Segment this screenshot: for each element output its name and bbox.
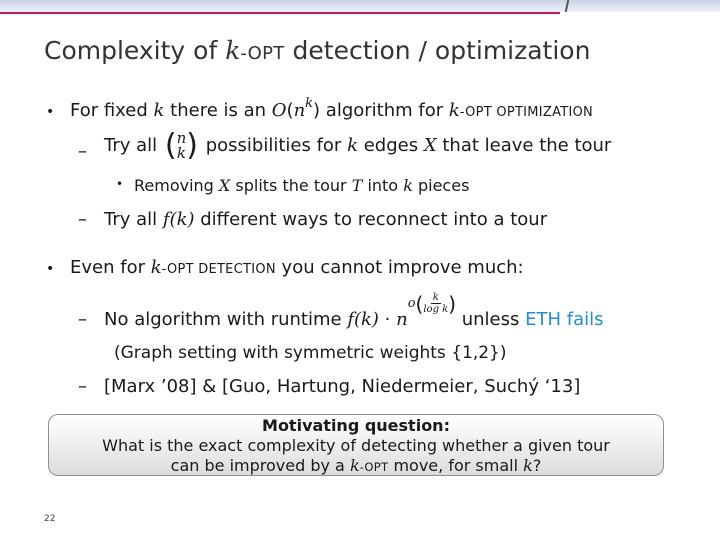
bullet-detection: Even for k-OPT DETECTION you cannot improve much:	[70, 257, 524, 278]
dash-marker: –	[78, 209, 87, 230]
subsub-removing-x: Removing X splits the tour T into k pieces	[134, 176, 470, 195]
callout-heading: Motivating question:	[262, 416, 450, 435]
header-accent-line	[0, 12, 560, 14]
dash-marker: –	[78, 309, 87, 330]
dash-marker: –	[78, 141, 87, 162]
header-band	[0, 0, 720, 12]
callout-line-3: can be improved by a k-OPT move, for small k?	[170, 456, 542, 475]
callout-line-2: What is the exact complexity of detecting whether a given tour	[102, 436, 610, 455]
page-number: 22	[44, 514, 56, 524]
slide-title: Complexity of k-OPT detection / optimization	[44, 36, 591, 65]
sub-references: [Marx ’08] & [Guo, Hartung, Niedermeier, Suchý ‘13]	[104, 376, 581, 397]
sub-try-all-binomial: Try all ( n k ) possibilities for k edges X that leave the tour	[104, 128, 612, 163]
sub-try-all-reconnect: Try all f(k) different ways to reconnect into a tour	[104, 209, 548, 230]
bullet-marker: •	[46, 104, 55, 120]
bullet-optimization: For fixed k there is an $O(n^k)$ algorithm for k-OPT OPTIMIZATION	[70, 96, 594, 121]
graph-setting-note: (Graph setting with symmetric weights {1,2})	[114, 343, 507, 363]
sub-lower-bound: No algorithm with runtime f(k) · n o ( $\frac{k}{\text{log k}}$ ) unless ETH fails	[104, 291, 604, 330]
dash-marker: –	[78, 376, 87, 397]
binomial-coefficient: ( n k )	[164, 128, 198, 163]
motivating-question-box	[48, 414, 664, 476]
bullet-marker: •	[46, 261, 55, 277]
bullet-marker: •	[116, 177, 124, 191]
exponent: o ( $\frac{k}{\text{log k}}$ )	[407, 291, 457, 316]
